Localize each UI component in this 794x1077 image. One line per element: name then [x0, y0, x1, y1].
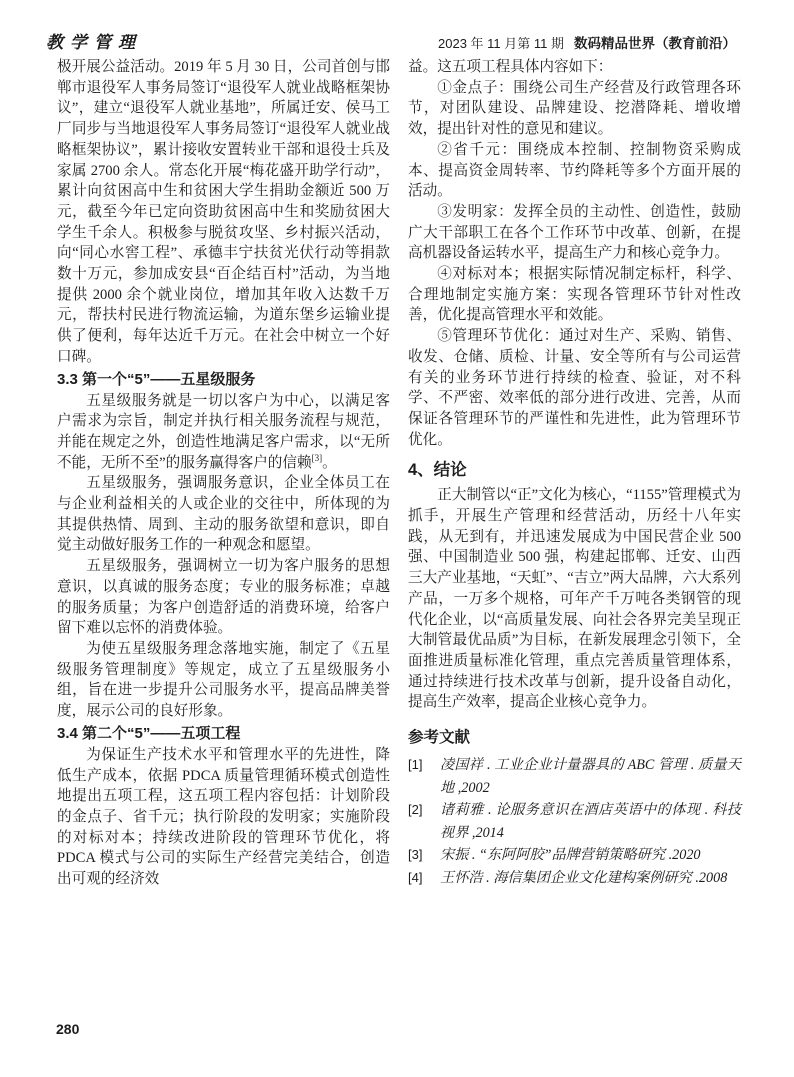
conclusion-paragraph: 正大制管以“正”文化为核心，“1155”管理模式为抓手，开展生产管理和经营活动，历经十八年实践，从无到有，并迅速发展成为中国民营企业 500 强、中国制造业 500 强，构建起邯郸、迁安、山西三大产业基地，“天虹”、“吉立”两大品牌，六大系列产品，一万多个规格，可年产千万吨各类钢管的现代化企业，以“高质量发展、向社会各界完美呈现正大制管最优品质”为目标，在新发展理念引领下，全面推进质量标准化管理，重点完善质量管理体系，通过持续进行技术改革与创新，提升设备自动化，提高生产效率，提高企业核心竞争力。	[408, 487, 741, 711]
paragraph: 五星级服务，强调树立一切为客户服务的思想意识，以真诚的服务态度；专业的服务标准；卓越的服务质量；为客户创造舒适的消费环境，给客户留下难以忘怀的消费体验。	[57, 558, 390, 637]
list-item-2: ②省千元：围绕成本控制、控制物资采购成本、提高资金周转率、节约降耗等多个方面开展的活动。	[408, 141, 741, 200]
reference-text: 宋振 . “东阿阿胶”品牌营销策略研究 .2020	[440, 847, 701, 864]
heading-3-3: 3.3 第一个“5”——五星级服务	[57, 370, 256, 388]
list-item-4: ④对标对本；根据实际情况制定标杆，科学、合理地制定实施方案：实现各管理环节针对性改善，优化提高管理水平和效能。	[408, 266, 741, 324]
reference-text: 诸莉雅 . 论服务意识在酒店英语中的体现 . 科技视界 ,2014	[440, 802, 741, 841]
references-heading: 参考文献	[408, 729, 471, 747]
reference-item	[408, 754, 741, 799]
reference-text: 凌国祥 . 工业企业计量器具的 ABC 管理 . 质量天地 ,2002	[440, 757, 741, 796]
paragraph-continuation: 极开展公益活动。2019 年 5 月 30 日，公司首创与邯郸市退役军人事务局签订“退役军人就业战略框架协议”，建立“退役军人就业基地”，所属迁安、侯马工厂同步与当地退役军人事务局签订“退役军人就业战略框架协议”，累计接收安置转业干部和退役士兵及家属 2700 余人。常态化开展“梅花盛开助学行动”，累计向贫困高中生和贫困大学生捐助金额近 500 万元，截至今年已定向资助贫困高中生和奖励贫困大学生千余人。积极参与脱贫攻坚、乡村振兴活动，向“同心水窖工程”、承德丰宁扶贫光伏行动等捐款数十万元，参加成安县“百企结百村”活动，为当地提供 2000 余个就业岗位，增加其年收入达数千万元，帮扶村民进行物流运输，为道东堡乡运输业提供了便利，每年达近千万元。在社会中树立一个好口碑。	[57, 59, 390, 365]
page-header	[46, 28, 736, 53]
column-left	[57, 57, 390, 890]
list-item-1: ①金点子：围绕公司生产经营及行政管理各环节，对团队建设、品牌建设、挖潜降耗、增收增效，提出针对性的意见和建议。	[408, 79, 741, 138]
list-item-5: ⑤管理环节优化：通过对生产、采购、销售、收发、仓储、质检、计量、安全等所有与公司运营有关的业务环节进行持续的检查、验证，对不科学、不严密、效率低的部分进行改进、完善，从而保证各管理环节的严谨性和先进性，此为管理环节优化。	[408, 328, 741, 448]
citation-ref: [3]	[311, 452, 323, 463]
reference-item	[408, 799, 741, 844]
paragraph: 为使五星级服务理念落地实施，制定了《五星级服务管理制度》等规定，成立了五星级服务小组，旨在进一步提升公司服务水平，提高品牌美誉度，展示公司的良好形象。	[57, 640, 390, 720]
header-right	[438, 32, 736, 52]
reference-number: [4]	[408, 869, 423, 885]
paragraph	[57, 391, 390, 474]
list-item-3: ③发明家：发挥全员的主动性、创造性，鼓励广大干部职工在各个工作环节中改革、创新，在提高机器设备运转水平，提高生产力和核心竞争力。	[408, 203, 741, 262]
heading-conclusion: 4、结论	[408, 461, 467, 480]
page-number: 280	[56, 1021, 80, 1037]
heading-3-4: 3.4 第二个“5”——五项工程	[57, 724, 241, 742]
reference-number: [1]	[408, 757, 423, 773]
section-title: 教学管理	[46, 33, 142, 53]
paragraph: 五星级服务，强调服务意识，企业全体员工在与企业利益相关的人或企业的交往中，所体现的为其提供热情、周到、主动的服务欲望和意识，即自觉主动做好服务工作的一种观念和愿望。	[57, 475, 390, 554]
article-body	[57, 57, 741, 890]
paragraph-continuation: 益。这五项工程具体内容如下：	[408, 59, 613, 75]
paragraph-text: 五星级服务就是一切以客户为中心，以满足客户需求为宗旨，制定并执行相关服务流程与规范，并能在规定之外，创造性地满足客户需求，以“无所不能，无所不至”的服务赢得客户的信赖	[57, 392, 390, 471]
reference-number: [3]	[408, 847, 423, 863]
journal-name: 数码精品世界（教育前沿）	[574, 36, 736, 51]
reference-text: 王怀浩 . 海信集团企业文化建构案例研究 .2008	[440, 869, 728, 886]
issue-info: 2023 年 11 月第 11 期	[438, 36, 564, 51]
reference-list	[408, 754, 741, 889]
column-right	[408, 57, 741, 890]
reference-number: [2]	[408, 802, 423, 818]
reference-item	[408, 844, 741, 867]
reference-item	[408, 867, 741, 890]
paragraph-text: 。	[322, 454, 337, 471]
paragraph: 为保证生产技术水平和管理水平的先进性，降低生产成本，依据 PDCA 质量管理循环模式创造性地提出五项工程，这五项工程内容包括：计划阶段的金点子、省千元；执行阶段的发明家；实施阶段的对标对本；持续改进阶段的管理环节优化，将 PDCA 模式与公司的实际生产经营完美结合，创造出可观的经济效	[57, 746, 390, 888]
